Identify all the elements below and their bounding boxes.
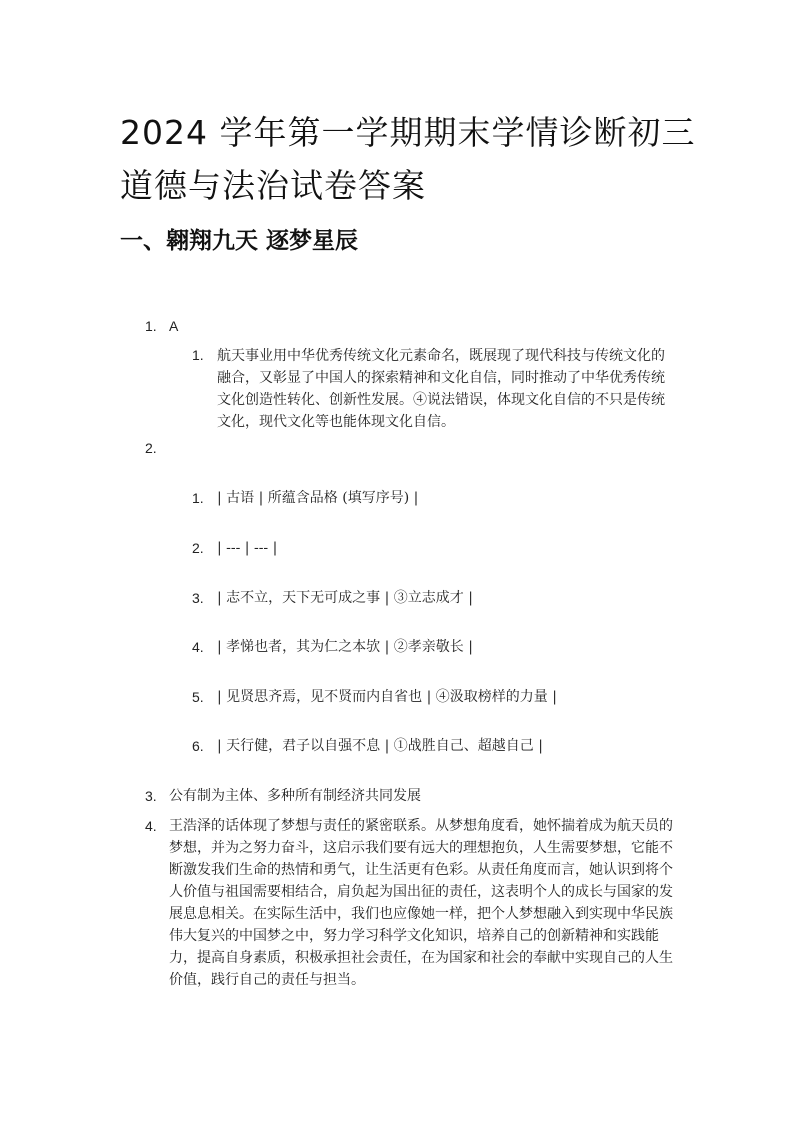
q2-row-number: 6. (192, 738, 204, 754)
section-heading: 一、翱翔九天 逐梦星辰 (120, 228, 359, 254)
q3-answer: 公有制为主体、多种所有制经济共同发展 (169, 788, 421, 804)
q4-number: 4. (145, 818, 157, 834)
q4-answer: 王浩泽的话体现了梦想与责任的紧密联系。从梦想角度看，她怀揣着成为航天员的梦想，并为之努力奋斗，这启示我们要有远大的理想抱负，人生需要梦想，它能不断激发我们生命的热情和勇气，让生活更有色彩。从责任角度而言，她认识到将个人价值与祖国需要相结合，肩负起为国出征的责任，这表明个人的成长与国家的发展息息相关。在实际生活中，我们也应像她一样，把个人梦想融入到实现中华民族伟大复兴的中国梦之中，努力学习科学文化知识，培养自己的创新精神和实践能力，提高自身素质，积极承担社会责任，在为国家和社会的奉献中实现自己的人生价值，践行自己的责任与担当。 (169, 818, 673, 988)
q2-table-row: | 见贤思齐焉，见不贤而内自省也 | ④汲取榜样的力量 | (217, 689, 557, 705)
q2-row-number: 4. (192, 639, 204, 655)
q3-number: 3. (145, 788, 157, 804)
q1-explanation: 航天事业用中华优秀传统文化元素命名，既展现了现代科技与传统文化的融合，又彰显了中国人的探索精神和文化自信，同时推动了中华优秀传统文化创造性转化、创新性发展。④说法错误，体现文化自信的不只是传统文化，现代文化等也能体现文化自信。 (217, 348, 665, 430)
q2-row-number: 3. (192, 590, 204, 606)
q2-table-row: | 志不立，天下无可成之事 | ③立志成才 | (217, 590, 473, 606)
q2-row-number: 5. (192, 689, 204, 705)
q2-row-number: 2. (192, 540, 204, 556)
q2-table-row: | 孝悌也者，其为仁之本欤 | ②孝亲敬长 | (217, 639, 473, 655)
q1-number: 1. (145, 318, 157, 334)
q2-number: 2. (145, 440, 157, 456)
q2-row-number: 1. (192, 490, 204, 506)
q2-table-row: | --- | --- | (217, 540, 278, 556)
document-title: 2024 学年第一学期期末学情诊断初三道德与法治试卷答案 (120, 113, 696, 205)
q2-table-row: | 古语 | 所蕴含品格 (填写序号) | (217, 490, 419, 506)
q2-table-row: | 天行健，君子以自强不息 | ①战胜自己、超越自己 | (217, 738, 543, 754)
q1-sub-number: 1. (192, 347, 204, 363)
q1-answer: A (169, 318, 179, 334)
